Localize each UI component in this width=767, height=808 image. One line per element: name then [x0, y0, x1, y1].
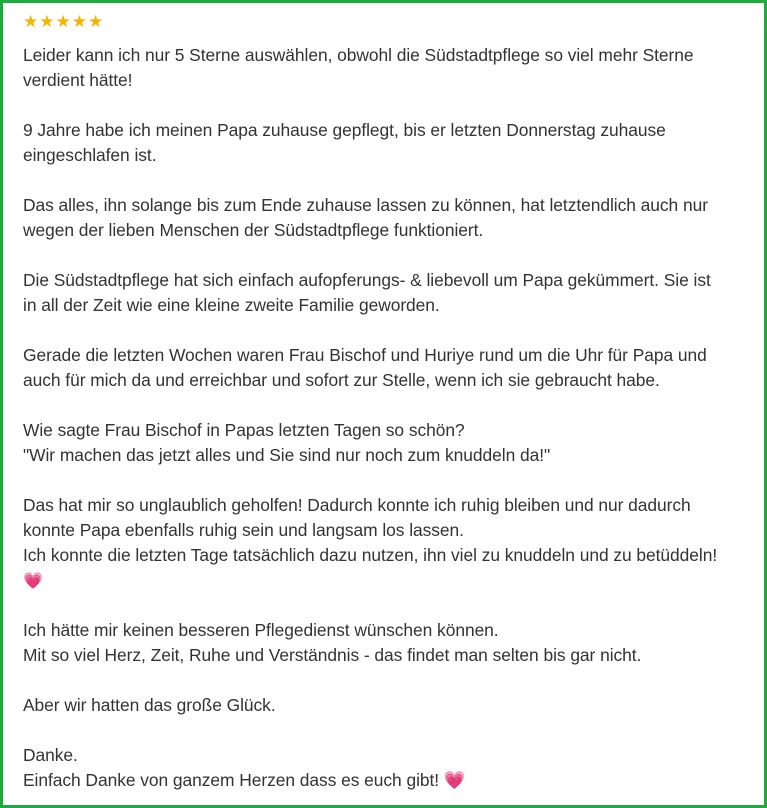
review-line: "Wir machen das jetzt alles und Sie sind nur noch zum knuddeln da!" [23, 445, 551, 465]
review-paragraph [23, 43, 744, 93]
review-line: Mit so viel Herz, Zeit, Ruhe und Verständnis - das findet man selten bis gar nicht. [23, 645, 642, 665]
star-icon: ★ [23, 11, 39, 32]
heart-icon: 💗 [23, 571, 43, 590]
review-line: Aber wir hatten das große Glück. [23, 695, 276, 715]
review-line: wegen der lieben Menschen der Südstadtpflege funktioniert. [23, 220, 484, 240]
review-line: Ich hätte mir keinen besseren Pflegedienst wünschen können. [23, 620, 499, 640]
star-icon: ★ [71, 11, 87, 32]
review-line: Das alles, ihn solange bis zum Ende zuhause lassen zu können, hat letztendlich auch nur [23, 195, 708, 215]
star-icon: ★ [55, 11, 71, 32]
review-paragraph [23, 418, 744, 468]
review-line: Leider kann ich nur 5 Sterne auswählen, obwohl die Südstadtpflege so viel mehr Sterne [23, 45, 694, 65]
review-line: 9 Jahre habe ich meinen Papa zuhause gepflegt, bis er letzten Donnerstag zuhause [23, 120, 666, 140]
review-paragraph [23, 268, 744, 318]
review-line: auch für mich da und erreichbar und sofort zur Stelle, wenn ich sie gebraucht habe. [23, 370, 660, 390]
review-line: verdient hätte! [23, 70, 133, 90]
review-paragraph [23, 743, 744, 793]
review-line: konnte Papa ebenfalls ruhig sein und langsam los lassen. [23, 520, 464, 540]
review-line: Danke. [23, 745, 78, 765]
review-paragraph [23, 343, 744, 393]
review-line: Einfach Danke von ganzem Herzen dass es euch gibt! 💗 [23, 770, 466, 790]
review-line: Wie sagte Frau Bischof in Papas letzten Tagen so schön? [23, 420, 465, 440]
review-line: eingeschlafen ist. [23, 145, 157, 165]
review-line: in all der Zeit wie eine kleine zweite Familie geworden. [23, 295, 440, 315]
review-line: Die Südstadtpflege hat sich einfach aufopferungs- & liebevoll um Papa gekümmert. Sie ist [23, 270, 711, 290]
review-line: Gerade die letzten Wochen waren Frau Bischof und Huriye rund um die Uhr für Papa und [23, 345, 707, 365]
star-icon: ★ [39, 11, 55, 32]
review-paragraph [23, 493, 744, 593]
star-icon: ★ [88, 11, 104, 32]
review-line: Ich konnte die letzten Tage tatsächlich dazu nutzen, ihn viel zu knuddeln und zu betüddeln! [23, 545, 718, 565]
review-paragraph [23, 693, 744, 718]
review-paragraph [23, 118, 744, 168]
review-paragraph [23, 618, 744, 668]
review-text [23, 43, 744, 793]
star-rating [23, 11, 744, 33]
review-line: Das hat mir so unglaublich geholfen! Dadurch konnte ich ruhig bleiben und nur dadurch [23, 495, 691, 515]
review-paragraph [23, 193, 744, 243]
